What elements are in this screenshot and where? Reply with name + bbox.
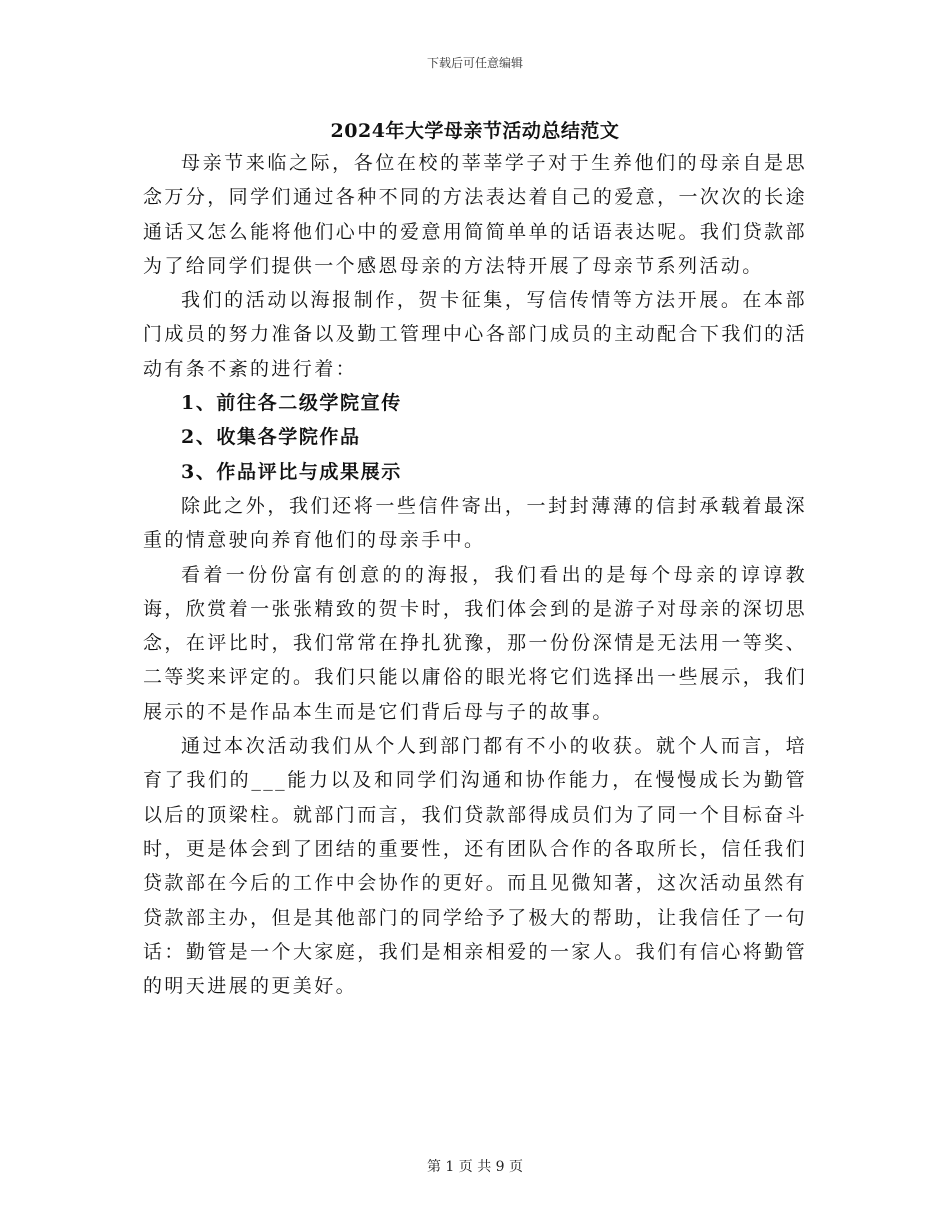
paragraph-conclusion: 通过本次活动我们从个人到部门都有不小的收获。就个人而言，培育了我们的___能力以及和同学们沟通和协作能力，在慢慢成长为勤管以后的顶梁柱。就部门而言，我们贷款部得成员们为了同一个目标奋斗时，更是体会到了团结的重要性，还有团队合作的各取所长，信任我们贷款部在今后的工作中会协作的更好。而且见微知著，这次活动虽然有贷款部主办，但是其他部门的同学给予了极大的帮助，让我信任了一句话：勤管是一个大家庭，我们是相亲相爱的一家人。我们有信心将勤管的明天进展的更美好。 [143,735,807,998]
page-number: 第 1 页 共 9 页 [426,1159,524,1175]
list-item-collection: 2、收集各学院作品 [181,426,361,449]
list-item-promotion: 1、前往各二级学院宣传 [181,392,402,415]
page-header-note: 下载后可任意编辑 [426,56,523,70]
paragraph-intro: 母亲节来临之际，各位在校的莘莘学子对于生养他们的母亲自是思念万分，同学们通过各种不同的方法表达着自己的爱意，一次次的长途通话又怎么能将他们心中的爱意用简简单单的话语表达呢。我们贷款部为了给同学们提供一个感恩母亲的方法特开展了母亲节系列活动。 [143,152,807,277]
document-title: 2024年大学母亲节活动总结范文 [330,120,620,142]
paragraph-activities: 我们的活动以海报制作，贺卡征集，写信传情等方法开展。在本部门成员的努力准备以及勤工管理中心各部门成员的主动配合下我们的活动有条不紊的进行着： [143,289,807,380]
list-item-evaluation: 3、作品评比与成果展示 [181,460,402,483]
paragraph-reflection: 看着一份份富有创意的的海报，我们看出的是每个母亲的谆谆教诲，欣赏着一张张精致的贺卡时，我们体会到的是游子对母亲的深切思念，在评比时，我们常常在挣扎犹豫，那一份份深情是无法用一等奖、二等奖来评定的。我们只能以庸俗的眼光将它们选择出一些展示，我们展示的不是作品本生而是它们背后母与子的故事。 [143,563,807,723]
paragraph-letters: 除此之外，我们还将一些信件寄出，一封封薄薄的信封承载着最深重的情意驶向养育他们的母亲手中。 [143,494,807,552]
document-body [143,146,807,1003]
